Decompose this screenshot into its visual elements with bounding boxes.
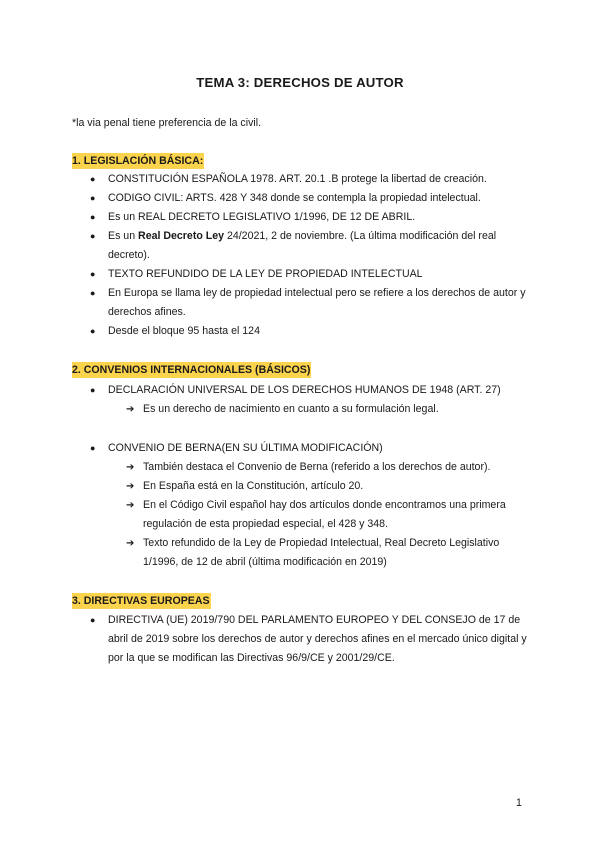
- arrow-icon: ➔: [126, 500, 135, 511]
- bullet-icon: ●: [90, 288, 96, 298]
- bullet-icon: ●: [90, 212, 96, 222]
- sub-list-item: ➔ En el Código Civil español hay dos artículos donde encontramos una primera regulación de esta propiedad especial, el 428 y 348.: [0, 496, 600, 534]
- arrow-icon: ➔: [126, 538, 135, 549]
- sub-list-item: ➔ Texto refundido de la Ley de Propiedad Intelectual, Real Decreto Legislativo 1/1996, de 12 de abril (última modificación en 2019): [0, 534, 600, 572]
- list-item: ● DECLARACIÓN UNIVERSAL DE LOS DERECHOS HUMANOS DE 1948 (ART. 27): [0, 381, 600, 400]
- section-heading-directivas: 3. DIRECTIVAS EUROPEAS: [72, 595, 210, 607]
- bullet-list-legislacion: [0, 170, 600, 341]
- bullet-icon: ●: [90, 615, 96, 625]
- bullet-icon: ●: [90, 326, 96, 336]
- list-item: ● En Europa se llama ley de propiedad intelectual pero se refiere a los derechos de autor y derechos afines.: [0, 284, 600, 322]
- list-item: ● CONSTITUCIÓN ESPAÑOLA 1978. ART. 20.1 .B protege la libertad de creación.: [0, 170, 600, 189]
- section-heading-legislacion: 1. LEGISLACIÓN BÁSICA:: [72, 155, 204, 167]
- bullet-icon: ●: [90, 193, 96, 203]
- bullet-icon: ●: [90, 385, 96, 395]
- list-item: ● DIRECTIVA (UE) 2019/790 DEL PARLAMENTO EUROPEO Y DEL CONSEJO de 17 de abril de 2019 sobre los derechos de autor y derechos afines en el mercado único digital y por la que se modifican las Directivas 96/9/CE y 2001/29/CE.: [0, 611, 600, 668]
- bullet-icon: ●: [90, 269, 96, 279]
- bullet-icon: ●: [90, 174, 96, 184]
- sub-list-item: ➔ Es un derecho de nacimiento en cuanto a su formulación legal.: [0, 400, 600, 419]
- arrow-icon: ➔: [126, 481, 135, 492]
- page-number: 1: [516, 797, 522, 809]
- arrow-icon: ➔: [126, 404, 135, 415]
- page-title: TEMA 3: DERECHOS DE AUTOR: [196, 75, 404, 90]
- list-item: ● Es un Real Decreto Ley 24/2021, 2 de noviembre. (La última modificación del real decreto).: [0, 227, 600, 265]
- arrow-icon: ➔: [126, 462, 135, 473]
- bullet-list-convenios: [0, 381, 600, 572]
- bullet-list-directivas: [0, 611, 600, 668]
- list-item: ● Desde el bloque 95 hasta el 124: [0, 322, 600, 341]
- list-item: ● CODIGO CIVIL: ARTS. 428 Y 348 donde se contempla la propiedad intelectual.: [0, 189, 600, 208]
- list-item: ● TEXTO REFUNDIDO DE LA LEY DE PROPIEDAD INTELECTUAL: [0, 265, 600, 284]
- bullet-icon: ●: [90, 231, 96, 241]
- sub-list-item: ➔ En España está en la Constitución, artículo 20.: [0, 477, 600, 496]
- note-text: *la via penal tiene preferencia de la civil.: [72, 117, 262, 129]
- section-heading-convenios: 2. CONVENIOS INTERNACIONALES (BÁSICOS): [72, 364, 311, 376]
- sub-list-item: ➔ También destaca el Convenio de Berna (referido a los derechos de autor).: [0, 458, 600, 477]
- list-item: ● Es un REAL DECRETO LEGISLATIVO 1/1996, DE 12 DE ABRIL.: [0, 208, 600, 227]
- list-item: ● CONVENIO DE BERNA(EN SU ÚLTIMA MODIFICACIÓN): [0, 439, 600, 458]
- bullet-icon: ●: [90, 443, 96, 453]
